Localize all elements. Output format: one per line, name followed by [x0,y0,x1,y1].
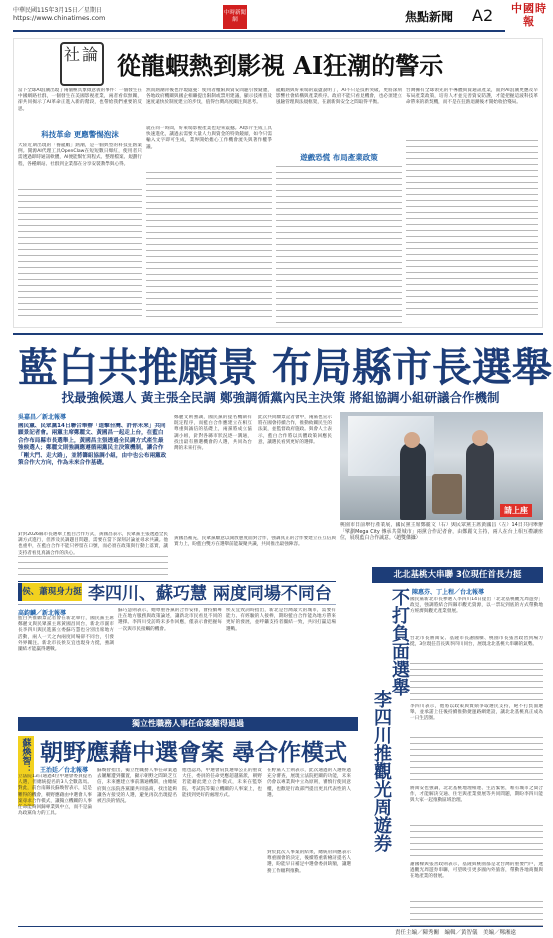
story-body: 藍白共推願景記者會在新北舉行，國民黨主席鄭麗文與民眾黨主席黃國昌同台，新北市副市長李四川與民進黨立委蘇巧慧也分別出席地方活動，兩人一天之內兩度同場卻不同台，引發外界關注。新北市長侯友宜也現身力挺，強調團結才能贏得選戰。 [18,616,114,653]
bottom-story-band: 獨立性職務人事任命案難得過過 [18,717,358,731]
editorial-subhead-1: 科技革命 更應警惕泡沫 [41,130,119,139]
text-block [410,901,543,927]
story-body: 侯友宜致詞時指出，新北是台灣最大的城市，需要有能力、有經驗的人接棒，期盼藍白合作能為地方帶來更好的發展，並呼籲支持者團結一致，共同打贏這場選戰。 [226,608,336,632]
story-body: 鄭麗文則強調，國民黨的提名機制有既定程序，而藍白合作應建立在相互尊重與誠信的基礎上，兩黨將成立協調小組，針對各縣市狀況逐一溝通，找出最有勝選機會的人選，共同為台灣的未來打拚。 [174,415,252,452]
editorial-col-4 [406,88,538,324]
footer-credits: 責任主編／陳秀關 編輯／黃智儀 美編／鄭湘遠 [395,930,517,936]
editorial-paragraph: 大陸近期出現的「養龍蝦」熱潮，是一個典型的科技狂熱案例。開源AI代理工具OpenClaw在短短數日爆紅，使用者只需透過即時通訊軟體，AI便能幫忙寫程式、整理檔案、規劃行程，各種網站、社群到企業都在分享安裝教學與心得。 [18,143,142,167]
editorial-paragraph: 就在同一時間，好萊塢影視產業也迎來震撼。AI影片生成工具快速進化，讓過去需要大量人力與資金的特效鏡頭，如今只需輸入文字即可生成，業界開始擔心工作機會流失與著作權爭議。 [146,126,272,150]
news-photo [340,412,543,520]
person-figure-icon [404,432,420,448]
editorial-subhead-2: 遊戲恐慌 布局產業政策 [300,153,378,162]
brand-logo-icon: 中國時報 [511,2,547,28]
editorial-col-1 [18,88,142,324]
story-body: 蘇巧慧則表示，她尊重各黨的合作安排，會持續專注在地方服務與政策論述，讓新北市民看見不同的選擇。李四川受訪時未多作回應，僅表示會把握每一次與市民接觸的機會。 [118,608,222,632]
editorial-seal-icon [60,42,104,86]
issue-date: 中華民國115年3月15日／星期日 [13,7,102,14]
story-body: 蔣萬安也強調，北北基桃地理相連、生活緊密，唯有城市之間合作，才能解決交通、住宅與產業發展等共同問題，期盼李四川能與大家一起推動區域治理。 [410,786,543,804]
story-byline: 吳嘉昌／新北報導 [18,414,67,421]
masthead [0,0,553,36]
editorial-col-3 [276,88,402,324]
person-figure-icon [400,442,426,520]
story-byline: 高鈞麟／新北報導 [18,610,67,617]
editorial-paragraph: 當下全球AI浪潮出現了兩個極具象徵意義的事件：一個發生在中國網路社群，一個發生在美國影視產業，兩者看似無關，卻共同揭示了AI革命正進入新的階段，也帶給我們重要的反思。 [18,88,142,112]
text-block [146,172,272,320]
small-logo: 中時新聞網 [223,5,247,29]
story-body: 立法院13日通過4位中選會委員提名人選，但總統提名的3人全數落馬。對此，前台南縣長蘇煥智表示，這是難得的機會，朝野應藉由中選會人事案尋求合作模式，讓獨立機關的人事任命能夠回歸專業與中立，而不是淪為政黨角力的工具。 [18,774,92,817]
story-body: 在野黨人士則表示，此次通過的人選經過充分審查，展現立法院把關的功能，未來仍會以專業與中立為原則，審慎行使同意權，也歡迎行政部門提出更具代表性的人選。 [267,768,351,798]
text-block [410,737,543,785]
chair-shape [432,474,462,514]
story-body: 此次共同願景記者會中，兩黨也宣示將在國會持續合作，推動攸關民生的法案，並監督政府施政。與會人士表示，藍白合作將以具體政策回應民意，讓選民看到更好的選擇。 [258,415,332,445]
story-body: 國民黨新北市長參選人李四川14日提出「北北基桃觀光周遊券」政見，強調將結合四縣市觀光資源，以一票玩到底的方式帶動地方經濟與觀光產業發展。 [410,597,543,615]
bottom-story-title: 朝野應藉中選會案 尋合作模式 [40,739,348,766]
text-block [276,166,402,324]
vertical-title-2: 李四川推觀光周遊券 [371,690,392,852]
footer-rule [18,926,543,927]
vertical-title-1: 不打負面選舉 [389,588,410,696]
story-byline: 王治廷／台北報導 [40,767,89,774]
editorial-paragraph: 龍蝦熱與好萊塢的震盪說明了，AI不只是技術突破，更將深刻影響社會結構與產業秩序。政府不能只看見機會，也必須建立風險管理與法規框架，在創新與安全之間取得平衡。 [276,88,402,106]
side-story-tag: 侯、蕭現身力挺 [18,583,82,601]
main-headline: 藍白共推願景 布局縣市長選舉 [18,344,552,391]
story-body: 針對2026縣市長選舉上藍白合作方式，黃國昌表示，民眾黨主張透過全民調方式進行，但涉及民調題目問題，需要在當下深刻討論並尋求共識。他也重申，在藍白合作不能只停留在口號，而必須在政策與行動上落實，讓支持者看見真誠合作的決心。 [18,532,168,556]
text-block [18,556,168,576]
headline-rule [13,333,543,335]
side-label-text: 蘇煥智： [20,738,31,774]
editorial-title: 從龍蝦熱到影視 AI狂潮的警示 [117,51,444,80]
text-block [410,663,543,703]
side-story-title: 李四川、蘇巧慧 兩度同場不同台 [88,584,332,604]
section-name: 焦點新聞 [405,10,454,24]
text-block [18,189,142,319]
person-figure-icon [466,442,494,520]
story-body: 蘇煥智指出，獨立性職務人事任命案過去屢屢遭到擱置，顯示朝野之間缺乏互信，未來應建立事前溝通機制，由總統府與立法院各黨團共同協商，找出能夠讓各方接受的人選，避免再次出現提名被否決的情況。 [97,768,177,805]
text-block [410,825,543,861]
vertical-story-band: 北北基桃大串聯 3位現任首長力挺 [372,567,543,583]
masthead-rule [13,30,505,32]
editorial-col-2 [146,88,272,324]
side-story-rule [18,604,336,605]
photo-caption: 桃園市日前舉行產業展，國民黨主席鄭麗文（右）與民眾黨主席黃國昌（左）14日共同舉辦「擘劃Mega City 傳承共榮城市」兩黨合作記者會，由鄭麗文主持，兩人在台上相互禮讓座位，展現藍白合作誠意。（趙雙傑攝） [340,522,543,541]
photo-badge: 請上座 [500,504,532,517]
text-block [406,140,538,320]
kmt-story [18,412,336,544]
editorial-paragraph: 台灣擁有全球領先的半導體與資通訊產業，面對AI浪潮更應及早布局產業政策，培育人才並完善資安防護，才能把握這波科技革命帶來的新契機，而不是在狂熱退潮後才開始收拾殘局。 [406,88,538,106]
story-body: 黃國昌補充，民眾黨願意以開放態度面對合作，強調真正的合作要建立在互信與實力上，盼藍白雙方在選舉前能凝聚共識，共同推出最強陣容。 [174,536,336,548]
story-body: 李四川表示，他將以政策與實績爭取選民支持，絕不打負面選舉，並承諾上任後持續推動捷運路網建設，讓北北基桃真正成為一日生活圈。 [410,704,543,722]
story-body: 對於此次人事案的結果，總統府回應表示尊重國會的決定，後續將重新檢討提名人選，盼能早日補足中選會委員缺額，讓選務工作順利推動。 [267,850,351,874]
story-lead: 國民黨、民眾黨14日聯合舉辦「道擊台灣、許你未來」共同願景記者會。兩黨主席鄭麗文、黃國昌一起走上台，在藍白合作布局縣市長選舉上，黃國昌主張透過全民調方式產生最強候選人；鄭麗文則強調應遵循兩黨民主決策機制，讓合作「剛大門、走大路」，並將籌組協調小組，由中也公布兩黨政策合作大方向，作為未來合作基礎。 [18,423,167,467]
story-body: 台北市長蔣萬安、基隆市長謝國樑、桃園市長張善政皆到場力挺，3位現任首長與李四川同台，展現北北基桃大串聯的氣勢。 [410,636,543,648]
person-figure-icon [472,430,488,446]
vertical-story-body [410,597,543,927]
column-tag: 社論 [63,45,100,64]
site-url: https://www.chinatimes.com [13,14,106,22]
story-body: 他也認為，中選會肩負選舉公正的重責大任，委員的任命更應超越黨派，朝野若能藉此建立合作模式，未來在監察院、考試院等獨立機關的人事案上，也能找到更好的處理方式。 [182,768,262,798]
headline-subtitle: 找最強候選人 黃主張全民調 鄭強調循黨內民主決策 將組協調小組研議合作機制 [61,390,500,405]
page-number: A2 [472,6,494,25]
editorial-paragraph: 然而熱潮背後也浮現隱憂：使用者權限與資安問題引發疑慮，各地政府機關與國企相繼提出限制或禁用建議，顯示技術普及速度遠快於制度建立的步伐，值得台灣高度關注與思考。 [146,88,272,106]
story-body: 謝國樑與張善政則表示，基隆與桃園都是北台灣的重要門戶，透過觀光周遊券串聯，可望吸引更多國內外旅客，帶動各地商圈與在地產業的發展。 [410,862,543,880]
story-byline: 陳惠芬、丁上程／台北報導 [412,589,485,596]
